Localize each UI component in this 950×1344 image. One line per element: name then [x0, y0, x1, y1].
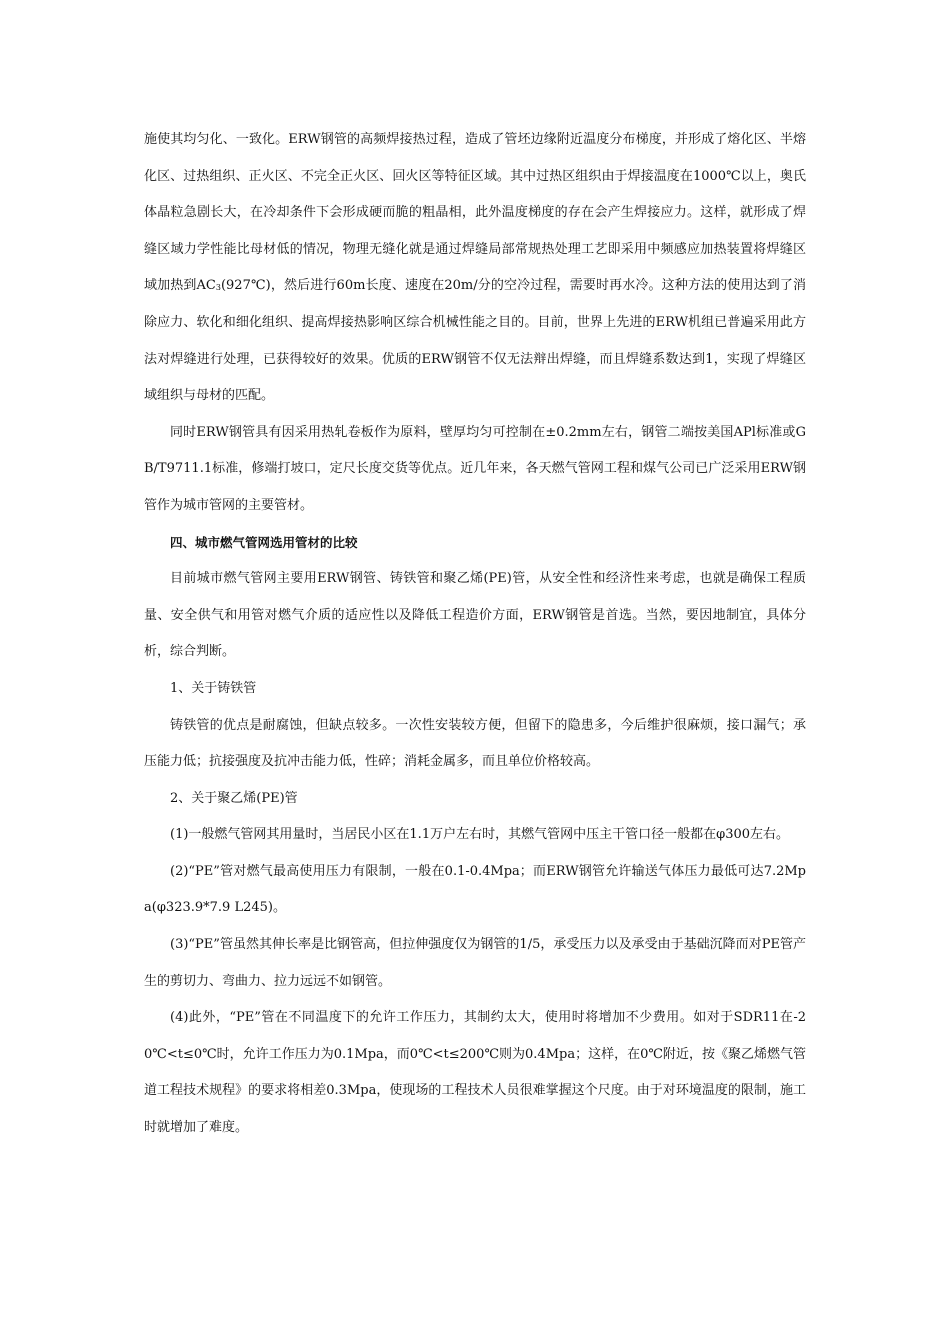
- list-item-pe-2: [144, 854, 806, 927]
- text-segment: 铸铁管的优点是耐腐蚀，但缺点较多。一次性安装较方便，但留下的隐患多，今后维护很麻烦，接口漏气；承压能力低；抗接强度及抗冲击能力低，性碎；消耗金属多，而且单位价格较高。: [144, 717, 806, 770]
- subheading-pe-pipe: [144, 781, 806, 818]
- list-item-pe-1: [144, 817, 806, 854]
- text-segment: 同时ERW钢管具有因采用热轧卷板作为原料，壁厚均匀可控制在±0.2mm左右，钢管二端按美国APl标准或GB/T9711.1标准，修端打坡口，定尺长度交货等优点。近几年来，各天燃气管网工程和煤气公司已广泛采用ERW钢管作为城市管网的主要管材。: [144, 424, 806, 513]
- list-item-pe-4: [144, 1000, 806, 1146]
- text-segment: (3)“PE”管虽然其伸长率是比钢管高，但拉伸强度仅为钢管的1/5，承受压力以及承受由于基础沉降而对PE管产生的剪切力、弯曲力、拉力远远不如钢管。: [144, 937, 806, 989]
- list-item-pe-3: [144, 927, 806, 1000]
- text-segment: (1)一般燃气管网其用量时，当居民小区在1.1万户左右时，其燃气管网中压主干管口径一般都在φ300左右。: [170, 827, 790, 843]
- subscript: 3: [215, 283, 221, 293]
- text-segment: 1、关于铸铁管: [170, 680, 257, 696]
- paragraph-erw-advantages: [144, 415, 806, 525]
- text-segment: (4)此外，“PE”管在不同温度下的允许工作压力，其制约太大，使用时将增加不少费用。如对于SDR11在-20℃<t≤0℃时，允许工作压力为0.1Mpa，而0℃<t≤200℃则为0.4Mpa；这样，在0℃附近，按《聚乙烯燃气管道工程技术规程》的要求将相差0.3Mpa，使现场的工程技术人员很难掌握这个尺度。由于对环境温度的限制，施工时就增加了难度。: [144, 1010, 806, 1136]
- paragraph-weld-treatment: [144, 122, 806, 415]
- text-segment: 目前城市燃气管网主要用ERW钢管、铸铁管和聚乙烯(PE)管，从安全性和经济性来考虑，也就是确保工程质量、安全供气和用管对燃气介质的适应性以及降低工程造价方面，ERW钢管是首选。当然，要因地制宜，具体分析，综合判断。: [144, 571, 806, 660]
- text-segment: 施使其均匀化、一致化。ERW钢管的高频焊接热过程，造成了管坯边缘附近温度分布梯度，并形成了熔化区、半熔化区、过热组织、正火区、不完全正火区、回火区等特征区域。其中过热区组织由于焊接温度在1000℃以上，奥氏体晶粒急剧长大，在冷却条件下会形成硬而脆的粗晶相，此外温度梯度的存在会产生焊接应力。这样，就形成了焊缝区域力学性能比母材低的情况，物理无缝化就是通过焊缝局部常规热处理工艺即采用中频感应加热装置将焊缝区域加热到AC: [144, 132, 806, 294]
- text-segment: (2)“PE”管对燃气最高使用压力有限制，一般在0.1-0.4Mpa；而ERW钢管允许输送气体压力最低可达7.2Mpa(φ323.9*7.9 L245)。: [144, 863, 806, 916]
- text-segment: 2、关于聚乙烯(PE)管: [170, 790, 298, 806]
- subheading-cast-iron: [144, 671, 806, 708]
- text-segment: (927℃)，然后进行60m长度、速度在20m/分的空冷过程，需要时再水冷。这种方法的使用达到了消除应力、软化和细化组织、提高焊接热影响区综合机械性能之目的。目前，世界上先进的ERW机组已普遍采用此方法对焊缝进行处理，已获得较好的效果。优质的ERW钢管不仅无法辩出焊缝，而且焊缝系数达到1，实现了焊缝区域组织与母材的匹配。: [144, 278, 806, 404]
- paragraph-comparison-intro: [144, 561, 806, 671]
- document-body: [144, 122, 806, 1147]
- section-heading-pipe-comparison: [144, 525, 806, 562]
- heading-text: 四、城市燃气管网选用管材的比较: [170, 534, 358, 550]
- paragraph-cast-iron: [144, 708, 806, 781]
